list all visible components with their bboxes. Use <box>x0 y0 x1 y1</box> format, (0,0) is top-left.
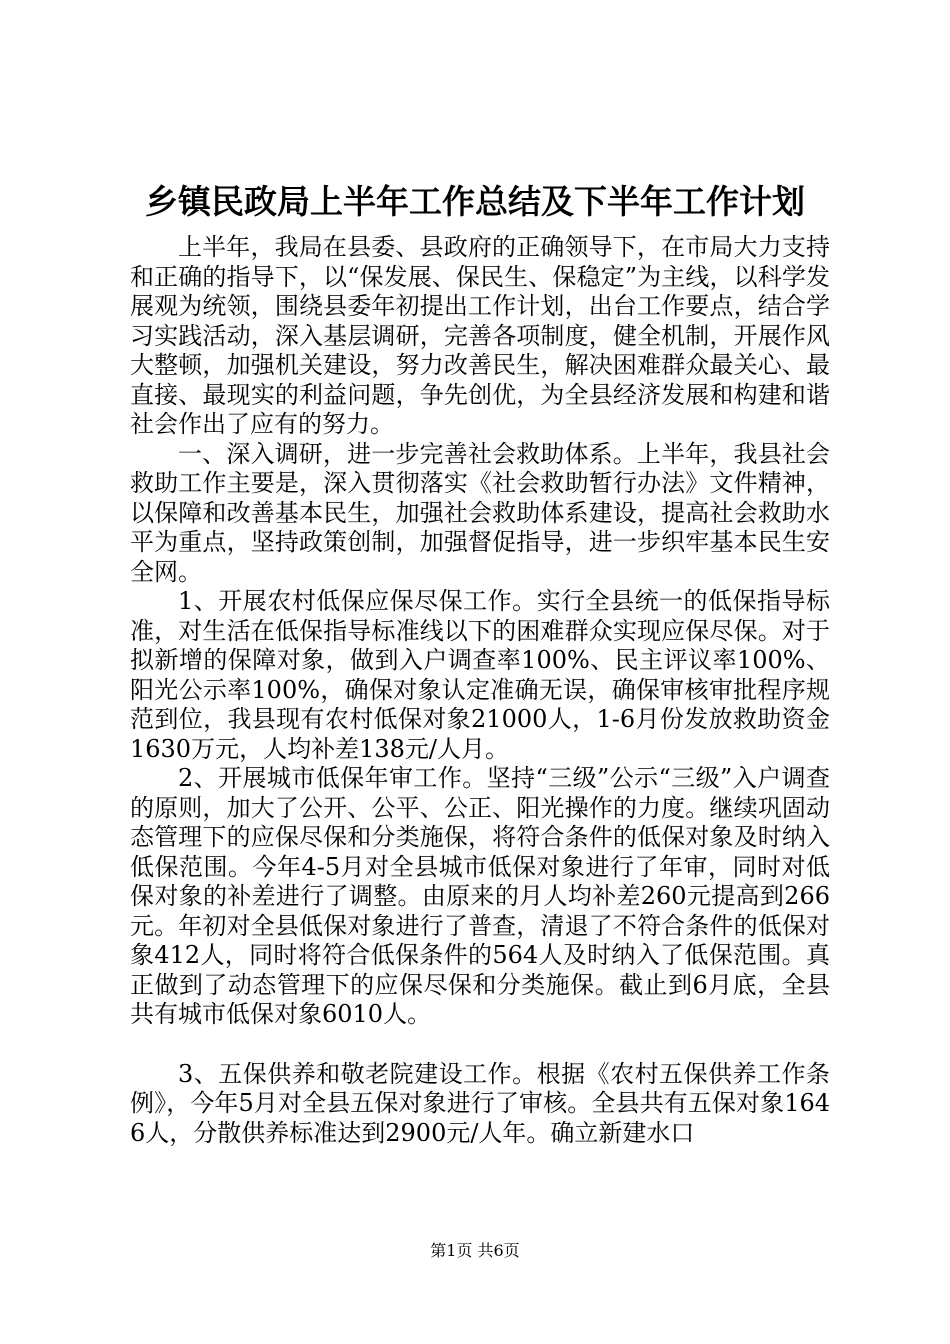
page-footer: 第1页 共6页 <box>430 1241 520 1260</box>
paragraph-five-guarantees: 3、五保供养和敬老院建设工作。根据《农村五保供养工作条例》，今年5月对全县五保对象进行了审核。全县共有五保对象1646人，分散供养标准达到2900元/人年。确立新建水口 <box>130 1059 830 1147</box>
paragraph-section-one: 一、深入调研，进一步完善社会救助体系。上半年，我县社会救助工作主要是，深入贯彻落实《社会救助暂行办法》文件精神，以保障和改善基本民生，加强社会救助体系建设，提高社会救助水平为重点，坚持政策创制，加强督促指导，进一步织牢基本民生安全网。 <box>130 439 830 586</box>
paragraph-rural-subsistence: 1、开展农村低保应保尽保工作。实行全县统一的低保指导标准，对生活在低保指导标准线以下的困难群众实现应保尽保。对于拟新增的保障对象，做到入户调查率100%、民主评议率100%、阳光公示率100%，确保对象认定准确无误，确保审核审批程序规范到位，我县现有农村低保对象21000人，1-6月份发放救助资金1630万元，人均补差138元/人月。 <box>130 587 830 763</box>
document-body <box>130 233 830 1148</box>
paragraph-spacer <box>130 1030 830 1060</box>
paragraph-urban-subsistence: 2、开展城市低保年审工作。坚持“三级”公示“三级”入户调查的原则，加大了公开、公平、公正、阳光操作的力度。继续巩固动态管理下的应保尽保和分类施保，将符合条件的低保对象及时纳入低保范围。今年4-5月对全县城市低保对象进行了年审，同时对低保对象的补差进行了调整。由原来的月人均补差260元提高到266元。年初对全县低保对象进行了普查，清退了不符合条件的低保对象412人，同时将符合低保条件的564人及时纳入了低保范围。真正做到了动态管理下的应保尽保和分类施保。截止到6月底，全县共有城市低保对象6010人。 <box>130 764 830 1028</box>
paragraph-intro: 上半年，我局在县委、县政府的正确领导下，在市局大力支持和正确的指导下，以“保发展、保民生、保稳定”为主线，以科学发展观为统领，围绕县委年初提出工作计划，出台工作要点，结合学习实践活动，深入基层调研，完善各项制度，健全机制，开展作风大整顿，加强机关建设，努力改善民生，解决困难群众最关心、最直接、最现实的利益问题，争先创优，为全县经济发展和构建和谐社会作出了应有的努力。 <box>130 233 830 438</box>
document-title: 乡镇民政局上半年工作总结及下半年工作计划 <box>145 182 805 221</box>
